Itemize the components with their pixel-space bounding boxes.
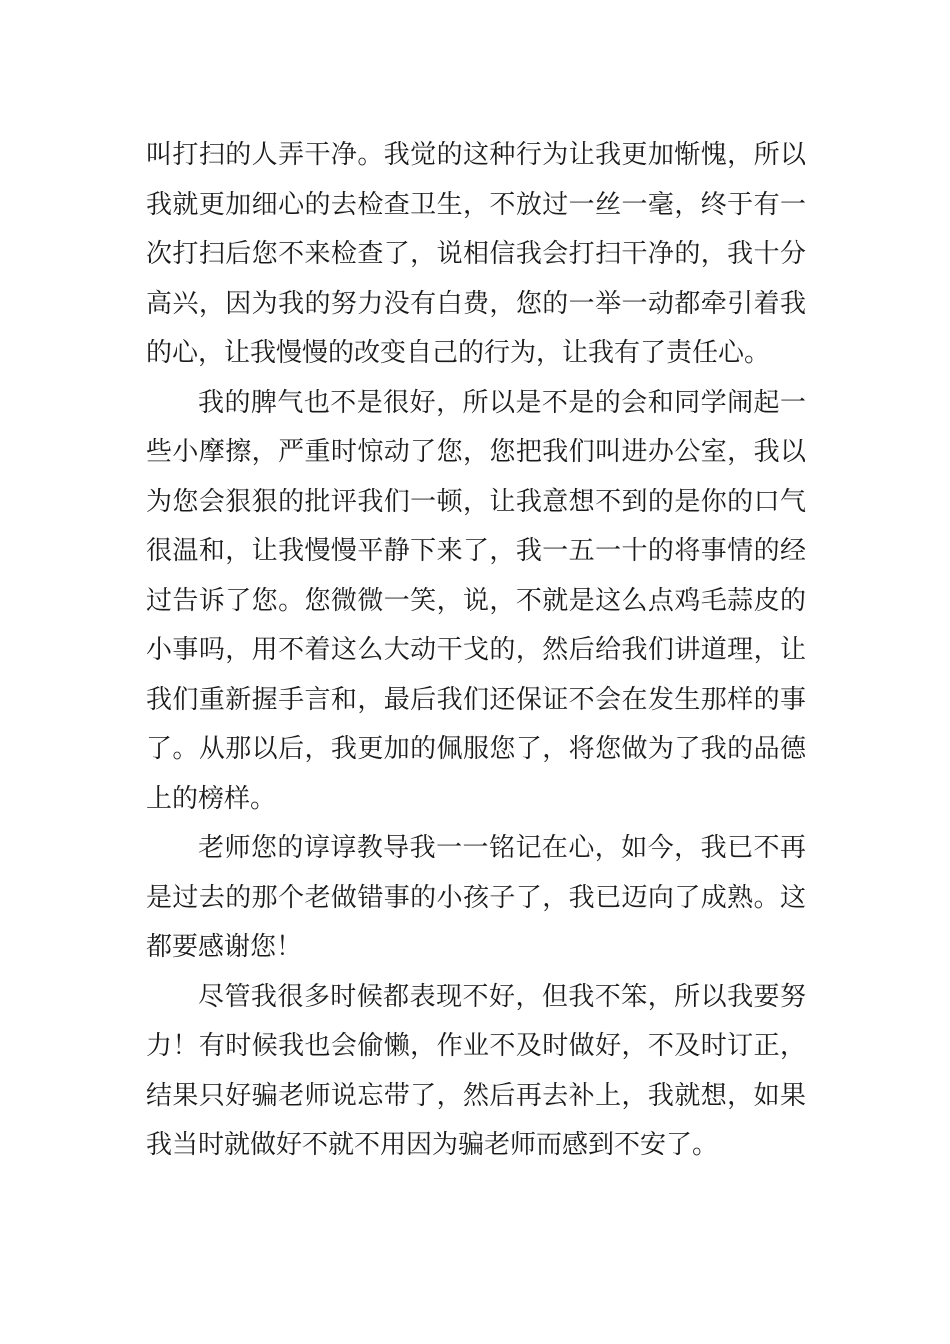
text-line: 很温和，让我慢慢平静下来了，我一五一十的将事情的经 [146,536,806,566]
text-line: 我们重新握手言和，最后我们还保证不会在发生那样的事 [146,684,806,715]
text-line: 次打扫后您不来检查了，说相信我会打扫干净的，我十分 [146,239,806,269]
paragraph-4 [146,973,806,1171]
text-line: 力！有时候我也会偷懒，作业不及时做好，不及时订正， [146,1031,806,1061]
text-line: 结果只好骗老师说忘带了，然后再去补上，我就想，如果 [146,1080,806,1111]
text-line: 为您会狠狠的批评我们一顿，让我意想不到的是你的口气 [146,486,806,517]
paragraph-3 [146,824,806,973]
text-line: 我的脾气也不是很好，所以是不是的会和同学闹起一 [198,387,806,418]
text-line: 叫打扫的人弄干净。我觉的这种行为让我更加惭愧，所以 [146,140,806,170]
paragraph-1 [146,131,806,379]
text-line: 了。从那以后，我更加的佩服您了，将您做为了我的品德 [146,734,806,764]
text-line: 我当时就做好不就不用因为骗老师而感到不安了。 [146,1130,719,1160]
document-body [146,131,806,1171]
text-line: 过告诉了您。您微微一笑，说，不就是这么点鸡毛蒜皮的 [146,585,806,616]
paragraph-2 [146,379,806,825]
text-line: 高兴，因为我的努力没有白费，您的一举一动都牵引着我 [146,288,806,319]
text-line: 小事吗，用不着这么大动干戈的，然后给我们讲道理，让 [146,635,806,665]
text-line: 些小摩擦，严重时惊动了您，您把我们叫进办公室，我以 [146,437,806,467]
text-line: 上的榜样。 [146,783,277,814]
text-line: 都要感谢您！ [146,932,303,962]
text-line: 我就更加细心的去检查卫生，不放过一丝一毫，终于有一 [146,189,806,220]
text-line: 尽管我很多时候都表现不好，但我不笨，所以我要努 [198,981,806,1012]
text-line: 是过去的那个老做错事的小孩子了，我已迈向了成熟。这 [146,882,806,913]
text-line: 的心，让我慢慢的改变自己的行为，让我有了责任心。 [146,338,771,368]
text-line: 老师您的谆谆教导我一一铭记在心，如今，我已不再 [198,833,806,863]
